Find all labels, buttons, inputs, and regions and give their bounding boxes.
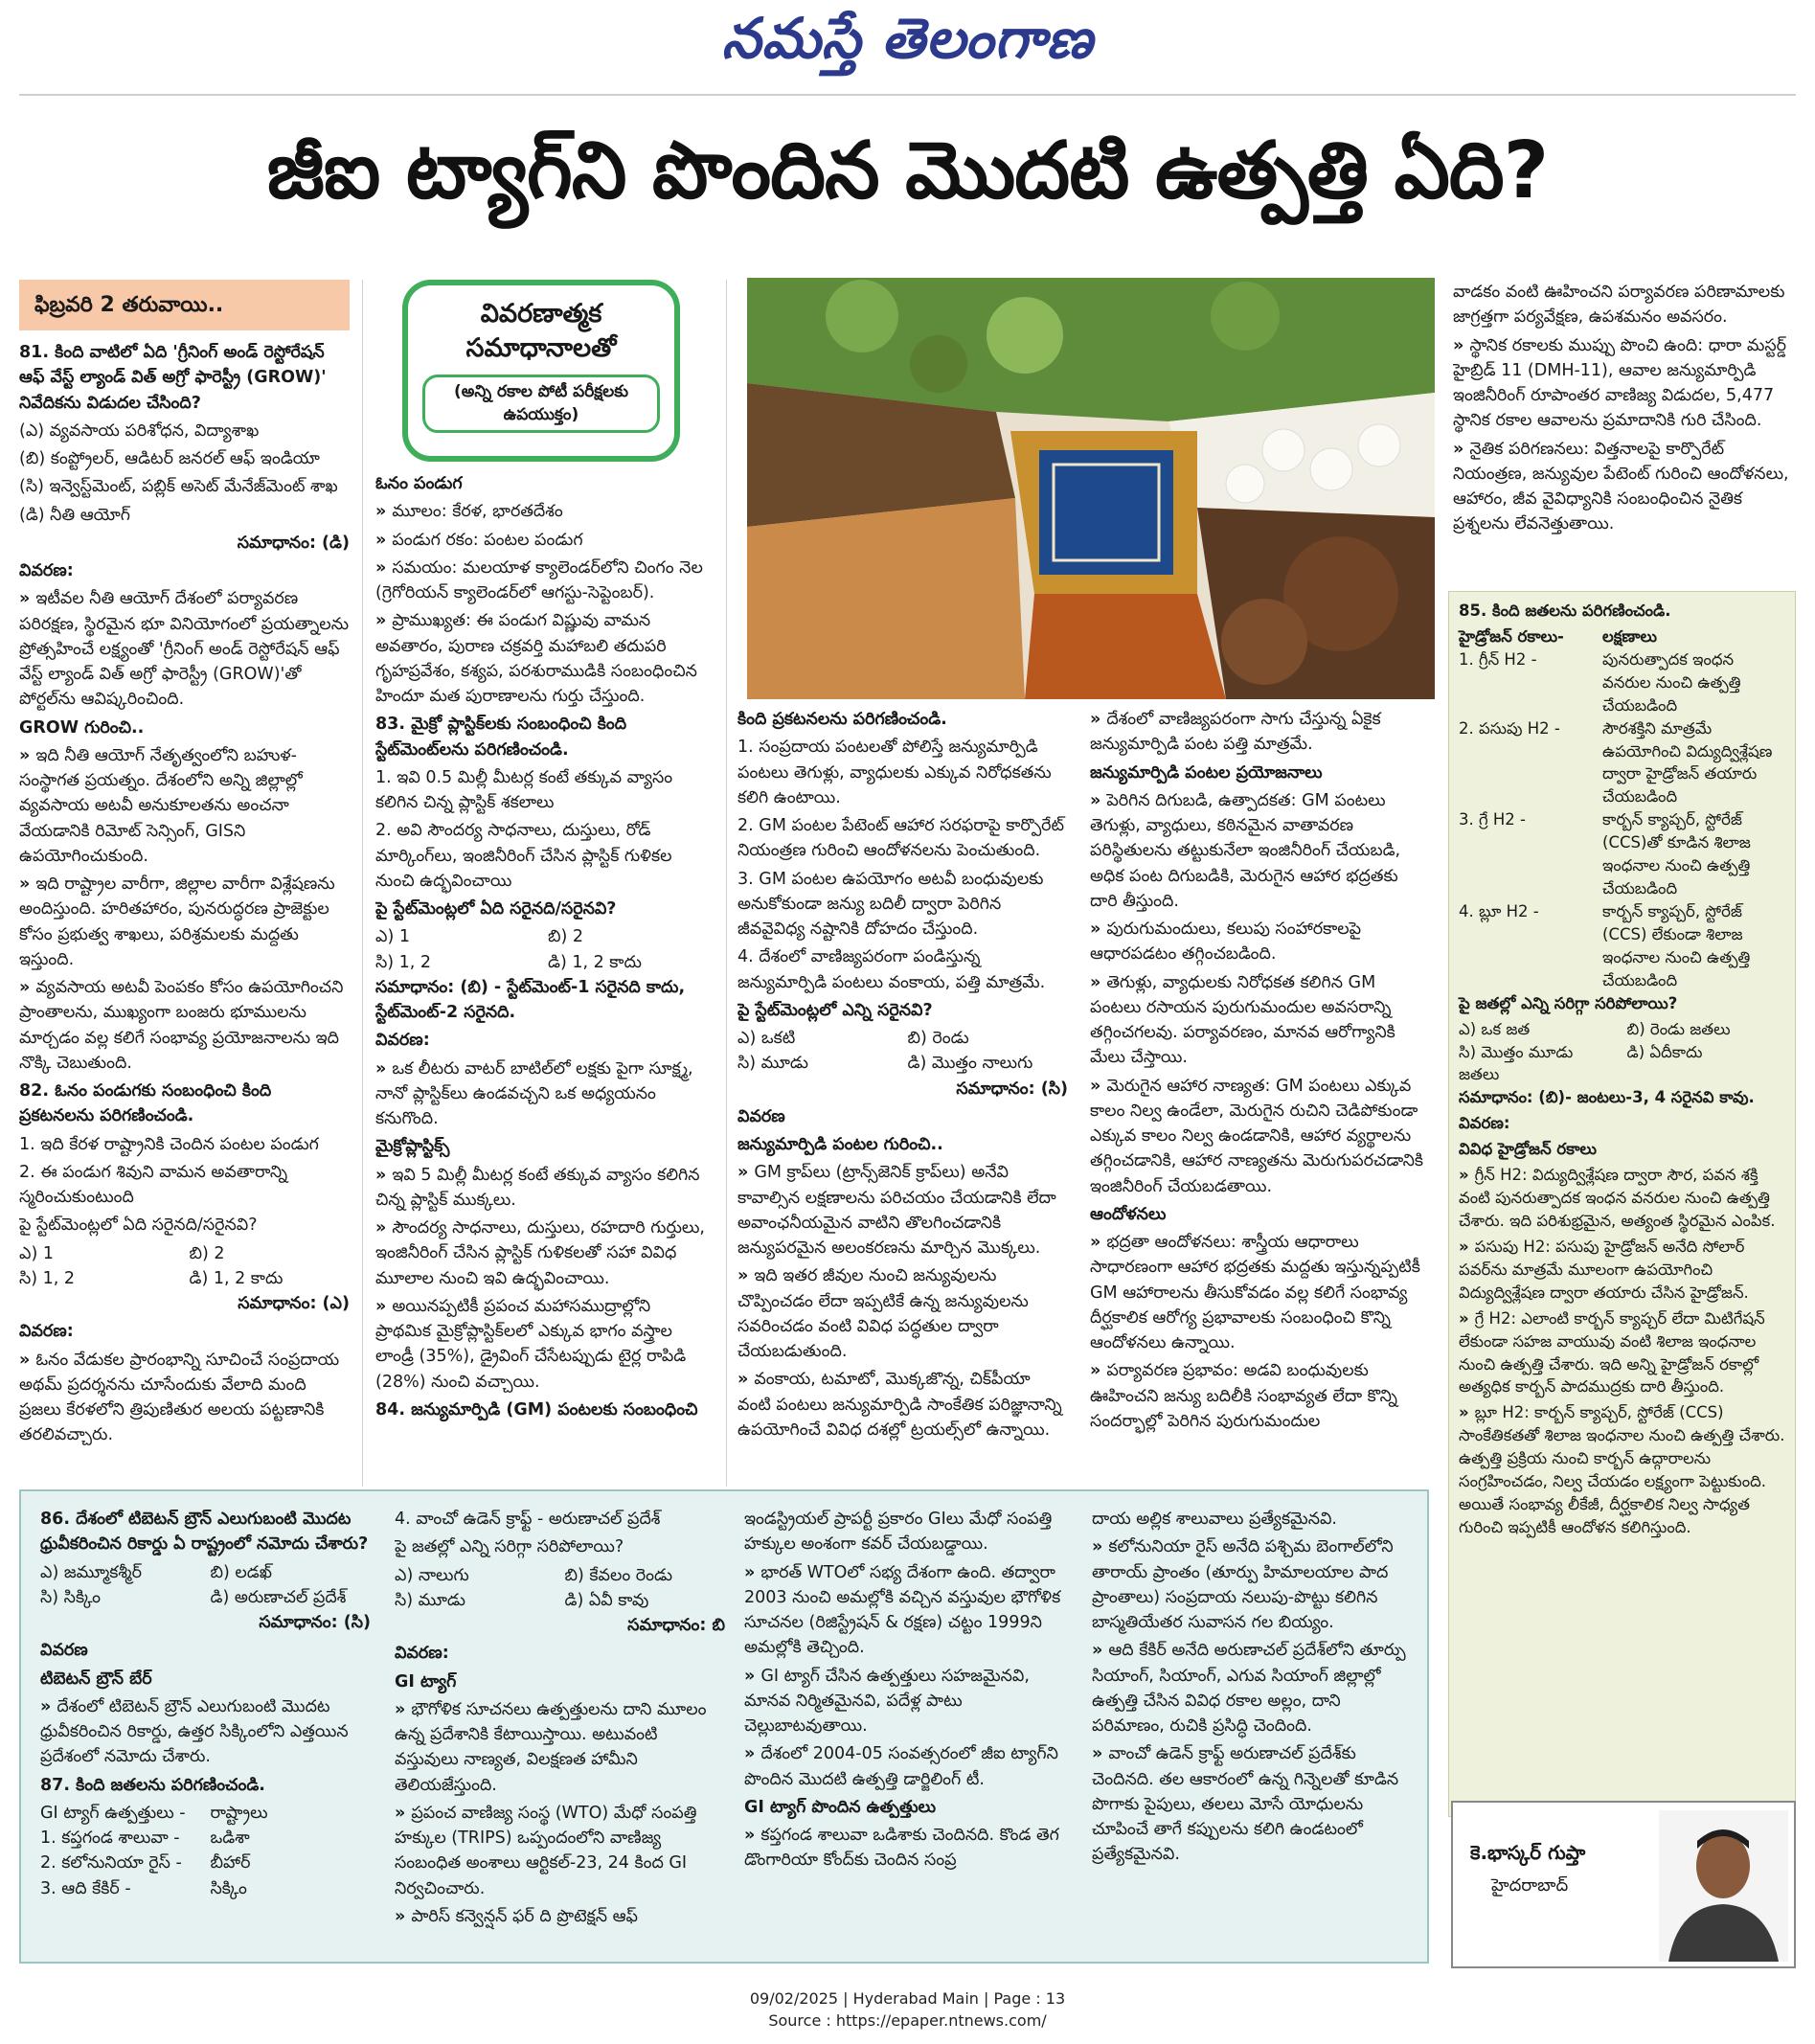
collage-image <box>747 278 1435 699</box>
continued-text: వాడకం వంటి ఊహించని పర్యావరణ పరిణామాలకు జాగ్రత్తగా పర్యవేక్షణ, ఉపశమనం అవసరం. <box>1453 283 1785 328</box>
subheading: మైక్రోప్లాస్టిక్స్ <box>375 1137 450 1157</box>
tribal-painting-photo <box>1039 450 1173 575</box>
answer: సమాధానం: (సి) <box>956 1079 1068 1099</box>
bottom-column-3 <box>744 1507 1075 1957</box>
statement: 1. ఇవి 0.5 మిల్లీ మీటర్ల కంటే తక్కువ వ్యాసం కలిగిన చిన్న ప్లాస్టిక్ శకలాలు <box>375 767 673 812</box>
option-d: డి) 1, 2 కాదు <box>189 1268 284 1288</box>
explanation-bullet: » ఇది నీతి ఆయోగ్ నేతృత్వంలోని బహుళ-సంస్థాగత ప్రయత్నం. దేశంలోని అన్ని జిల్లాల్లో వ్యవసాయ అటవీ అనుకూలతను అంచనా వేయడానికి రిమోట్ సెన్సింగ్, GISని ఉపయోగించుకుంది. <box>19 745 303 866</box>
bullet-arrow-icon: » <box>395 1699 406 1719</box>
answer: సమాధానం: (ఎ) <box>238 1294 350 1313</box>
pair-left: 1. గ్రీన్ H2 - <box>1459 649 1537 669</box>
question-85-box <box>1448 591 1796 1817</box>
statement: 1. ఇది కేరళ రాష్ట్రానికి చెందిన పంటల పండుగ <box>19 1134 319 1154</box>
badge-line-1: వివరణాత్మక <box>480 299 602 329</box>
question-prompt: పై స్టేట్‌మెంట్లలో ఏది సరైనది/సరైనవి? <box>19 1215 258 1236</box>
explanation-bullet: » ఒక లీటరు వాటర్ బాటిల్‌లో లక్షకు పైగా సూక్ష్మ, నానో ప్లాస్టిక్‌లు ఉండవచ్చని ఒక అధ్యయనం కనుగొంది. <box>375 1058 693 1128</box>
pair-right: బీహార్ <box>210 1853 251 1874</box>
option-c: సి) 1, 2 <box>19 1268 76 1288</box>
option-b: బి) కేవలం రెండు <box>564 1565 673 1585</box>
masthead-divider <box>19 94 1796 96</box>
explanation-bullet: » వంకాయ, టమాటో, మొక్కజొన్న, చిక్‌పీయా వంటి పంటలు జన్యుమార్పిడి సాంకేతిక పరిజ్ఞానాన్ని ఉపయోగించే వివిధ దశల్లో ట్రయల్స్‌లో ఉన్నాయి. <box>737 1370 1062 1440</box>
pairs-table <box>1459 625 1785 992</box>
subheading: ఆందోళనలు <box>1090 1204 1167 1224</box>
bullet-arrow-icon: » <box>19 745 31 765</box>
gi-products-collage <box>747 278 1435 699</box>
bullet-arrow-icon: » <box>395 1803 406 1823</box>
bullet-arrow-icon: » <box>1090 1233 1101 1252</box>
bullet-arrow-icon: » <box>744 1562 756 1582</box>
masthead-logo: నమస్తే తెలంగాణ <box>721 6 1094 71</box>
option-c: సి) సిక్కిం <box>40 1587 101 1607</box>
bullet-arrow-icon: » <box>737 1266 749 1286</box>
option-b: బి) రెండు జతలు <box>1626 1019 1731 1038</box>
option-c: సి) మొత్తం మూడు జతలు <box>1459 1042 1574 1084</box>
bullet-arrow-icon: » <box>1453 335 1464 355</box>
explanation-bullet: » భద్రతా ఆందోళనలు: శాస్త్రీయ ఆధారాలు సాధారణంగా ఆహార భద్రతకు మద్దతు ఇస్తున్నప్పటికీ GM ఆహారాలను తీసుకోవడం వల్ల కలిగే సంభావ్య దీర్ఘకాలిక ఆరోగ్య ప్రభావాలకు సంబంధించి కొన్ని ఆందోళనలు ఉన్నాయి. <box>1090 1233 1420 1352</box>
statement: 2. అవి సౌందర్య సాధనాలు, దుస్తులు, రోడ్ మార్కింగ్‌లు, ఇంజినీరింగ్ చేసిన ప్లాస్టిక్ గుళికల నుంచి ఉద్భవించాయి <box>375 821 672 891</box>
curry-photo <box>1025 594 1226 699</box>
continued-text: దాయ అల్లిక శాలువాలు ప్రత్యేకమైనవి. <box>1092 1510 1337 1529</box>
question-prompt: పై స్టేట్‌మెంట్లలో ఎన్ని సరైనవి? <box>737 1000 933 1020</box>
footer-source-link[interactable]: Source : https://epaper.ntnews.com/ <box>768 2011 1047 2031</box>
bullet-arrow-icon: » <box>375 611 387 631</box>
explanation-heading: వివరణ <box>737 1106 785 1126</box>
pair-right: పునరుత్పాదక ఇంధన వనరుల నుంచి ఉత్పత్తి చేయబడింది <box>1602 649 1741 715</box>
pair-left: 2. పసుపు H2 - <box>1459 718 1560 738</box>
question-prompt: పై జతల్లో ఎన్ని సరిగ్గా సరిపోలాయి? <box>395 1537 624 1557</box>
explanation-heading: వివరణ: <box>375 1031 430 1051</box>
bottom-column-1 <box>40 1507 371 1957</box>
explanation-bullet: » కప్తగండ శాలువా ఒడిశాకు చెందినది. కొండ తెగ డొంగారియా కోంద్‌కు చెందిన సంప్ర <box>744 1826 1059 1871</box>
footer-date-page: 09/02/2025 | Hyderabad Main | Page : 13 <box>749 1989 1066 2008</box>
info-item: » పండుగ రకం: పంటల పండుగ <box>375 530 583 550</box>
statement: 3. GM పంటల ఉపయోగం అటవీ బంధువులకు అనుకోకుండా జన్యు బదిలీ ద్వారా పెరిగిన జీవవైవిధ్య నష్టానికి దోహదం చేస్తుంది. <box>737 869 1044 939</box>
explanation-bullet: » నైతిక పరిగణనలు: విత్తనాలపై కార్పొరేట్ నియంత్రణ, జన్యువుల పేటెంట్ గురించి ఆందోళనలు, ఆహారం, జీవ వైవిధ్యానికి సంబంధించిన నైతిక ప్రశ్నలను లేవనెత్తుతాయి. <box>1453 439 1789 534</box>
bullet-arrow-icon: » <box>375 1058 387 1079</box>
pair-left: 2. కలోనునియా రైస్ - <box>40 1853 182 1874</box>
option-a: ఎ) ఒక జత <box>1459 1019 1531 1038</box>
option-a: (ఎ) వ్యవసాయ పరిశోధన, విద్యాశాఖ <box>19 420 260 441</box>
explanation-bullet: » దేశంలో టిబెటన్ బ్రౌన్ ఎలుగుబంటి మొదట ధ్రువీకరించిన రికార్డు, ఉత్తర సిక్కింలోని ఎత్తయిన ప్రదేశంలో నమోదు చేశారు. <box>40 1696 349 1767</box>
author-location: హైదరాబాద్ <box>1491 1875 1569 1896</box>
pair-left: 4. బ్లూ H2 - <box>1459 901 1539 920</box>
explanation-bullet: » ప్రపంచ వాణిజ్య సంస్థ (WTO) మేధో సంపత్తి హక్కుల (TRIPS) ఒప్పందంలోని వాణిజ్య సంబంధిత అంశాలు ఆర్టికల్-23, 24 కింద GI నిర్వచించారు. <box>395 1803 697 1898</box>
bullet-arrow-icon: » <box>1459 1308 1469 1328</box>
pair-right: సౌరశక్తిని మాత్రమే ఉపయోగించి విద్యుద్విశ్లేషణ ద్వారా హైడ్రోజన్ తయారు చేయబడింది <box>1602 718 1773 806</box>
bottom-questions-box <box>19 1489 1429 1964</box>
explanation-bullet: » పెరిగిన దిగుబడి, ఉత్పాదకత: GM పంటలు తెగుళ్లు, వ్యాధులు, కఠినమైన వాతావరణ పరిస్థితులను తట్టుకునేలా ఇంజినీరింగ్ చేయబడి, అధిక పంట దిగుబడికి, మెరుగైన ఆహార భద్రతకు దారి తీస్తుంది. <box>1090 790 1401 911</box>
pair-right: సిక్కిం <box>210 1878 247 1898</box>
bullet-arrow-icon: » <box>395 1906 406 1926</box>
options-grid <box>19 1241 350 1292</box>
bottom-column-4 <box>1092 1507 1418 1957</box>
bullet-arrow-icon: » <box>737 1370 749 1390</box>
options-grid <box>375 924 711 975</box>
option-a: ఎ) 1 <box>375 927 410 947</box>
table-header: హైడ్రోజన్ రకాలు- <box>1459 626 1564 646</box>
pair-left: 1. కప్తగండ శాలువా - <box>40 1828 180 1848</box>
bullet-arrow-icon: » <box>19 978 31 997</box>
statement: 1. సంప్రదాయ పంటలతో పోలిస్తే జన్యుమార్పిడి పంటలు తెగుళ్లు, వ్యాధులకు ఎక్కువ నిరోధకతను కలిగి ఉంటాయి. <box>737 738 1052 807</box>
explanation-bullet: » స్థానిక రకాలకు ముప్పు పొంచి ఉంది: ధారా మస్టర్డ్ హైబ్రిడ్ 11 (DMH-11), ఆవాల జన్యుమార్పిడి ఇంజినీరింగ్ రూపాంతర వాణిజ్య విడుదల, 5,477 స్థానిక రకాల ఆవాలను ప్రమాదానికి గురి చేసింది. <box>1453 335 1787 431</box>
badge-subtitle: (అన్ని రకాల పోటీ పరీక్షలకు ఉపయుక్తం) <box>422 375 660 434</box>
option-b: బి) 2 <box>548 927 584 947</box>
answer: సమాధానం: (సి) <box>259 1613 371 1632</box>
explanation-bullet: » ఇది ఇతర జీవుల నుంచి జన్యువులను చొప్పించడం లేదా ఇప్పటికే ఉన్న జన్యువులను సవరించడం వంటి వివిధ పద్ధతుల ద్వారా చేయబడుతుంది. <box>737 1266 1029 1361</box>
pair-right: కార్బన్ క్యాప్చర్, స్టోరేజ్ (CCS)తో కూడిన శిలాజ ఇంధనాల నుంచి ఉత్పత్తి చేయబడింది <box>1602 810 1751 898</box>
explanation-bullet: » ఓనం వేడుకల ప్రారంభాన్ని సూచించే సంప్రదాయ అథమ్ ప్రదర్శనను చూసేందుకు వేలాది మంది ప్రజలు కేరళలోని త్రిపుణితుర అలయ పట్టణానికి తరలివచ్చారు. <box>19 1350 340 1445</box>
bullet-arrow-icon: » <box>19 589 31 609</box>
bullet-arrow-icon: » <box>375 502 387 522</box>
bullet-arrow-icon: » <box>1092 1537 1103 1557</box>
table-header: లక్షణాలు <box>1602 626 1657 646</box>
bullet-arrow-icon: » <box>1090 1076 1101 1096</box>
explanation-bullet: » కలోనునియా రైస్ అనేది పశ్చిమ బెంగాల్‌లోని తారాయ్ ప్రాంతం (తూర్పు హిమాలయాల పాద ప్రాంతాలు) సంప్రదాయ నలుపు-పొట్టు కలిగిన బాస్మతియేతర సువాసన గల బియ్యం. <box>1092 1537 1394 1632</box>
page-footer <box>0 1987 1815 2032</box>
explanation-bullet: » ఇటీవల నీతి ఆయోగ్ దేశంలో పర్యావరణ పరిరక్షణ, స్థిరమైన భూ వినియోగంలో ప్రయత్నాలను ప్రోత్సహించే లక్ష్యంతో 'గ్రీనింగ్ అండ్ రెస్టోరేషన్ ఆఫ్ వేస్ట్ ల్యాండ్ విత్ అగ్రో ఫారెస్ట్రీ (GROW)'తో పోర్టల్‌ను ఆవిష్కరించింది. <box>19 589 350 710</box>
answer: సమాధానం: (బి) - స్టేట్‌మెంట్-1 సరైనది కాదు, స్టేట్‌మెంట్-2 సరైనది. <box>375 977 686 1022</box>
explanation-heading: వివరణ: <box>1459 1114 1510 1133</box>
answer: సమాధానం: (బి)- జంటలు-3, 4 సరైనవి కావు. <box>1459 1088 1755 1107</box>
option-a: ఎ) 1 <box>19 1243 54 1263</box>
option-b: బి) రెండు <box>907 1029 969 1048</box>
explanation-bullet: » పారిస్ కన్వెన్షన్ ఫర్ ది ప్రొటెక్షన్ ఆఫ్ <box>395 1906 638 1926</box>
explanation-bullet: » ఇవి 5 మిల్లీ మీటర్ల కంటే తక్కువ వ్యాసం కలిగిన చిన్న ప్లాస్టిక్ ముక్కలు. <box>375 1165 700 1210</box>
bullet-arrow-icon: » <box>375 557 387 578</box>
column-4 <box>1090 707 1430 1488</box>
bullet-arrow-icon: » <box>1092 1744 1103 1764</box>
info-item: » మూలం: కేరళ, భారతదేశం <box>375 502 563 522</box>
option-c: (సి) ఇన్వెస్ట్‌మెంట్, పబ్లిక్ అసెట్ మేనేజ్‌మెంట్ శాఖ <box>19 477 338 497</box>
explanation-bullet: » గ్రే H2: ఎలాంటి కార్బన్ క్యాప్చర్ లేదా మిటిగేషన్ లేకుండా సహజ వాయువు వంటి శిలాజ ఇంధనాల నుంచి ఉత్పత్తి చేశారు. ఇది అన్ని హైడ్రోజన్ రకాల్లో అత్యధిక కార్బన్ పాదముద్రకు దారి తీస్తుంది. <box>1459 1308 1765 1397</box>
info-item: » ప్రాముఖ్యత: ఈ పండుగ విష్ణువు వామన అవతారం, పురాణ చక్రవర్తి మహాబలి తదుపరి గృహప్రవేశం, కశ్యప, పరశురాముడికి సంబంధించిన హిందూ మత పురాణాలను గుర్తు చేస్తుంది. <box>375 611 697 706</box>
bullet-arrow-icon: » <box>375 530 387 550</box>
explanation-heading: వివరణ: <box>19 561 74 580</box>
subheading: ఓనం పండుగ <box>375 474 463 493</box>
explanation-heading: వివరణ: <box>395 1644 449 1664</box>
bullet-arrow-icon: » <box>1092 1641 1103 1661</box>
subheading: GI ట్యాగ్ పొందిన ఉత్పత్తులు <box>744 1797 937 1817</box>
explanation-bullet: » గ్రీన్ H2: విద్యుద్విశ్లేషణ ద్వారా సౌర, పవన శక్తి వంటి పునరుత్పాదక ఇంధన వనరుల నుంచి ఉత్పత్తి చేశారు. ఇది పరిశుభ్రమైన, అత్యంత స్థిరమైన ఎంపిక. <box>1459 1166 1776 1230</box>
section-label: ఫిబ్రవరి 2 తరువాయి.. <box>19 280 350 330</box>
statement: 2. ఈ పండుగ శివుని వామన అవతారాన్ని స్మరించుకుంటుంది <box>19 1162 288 1207</box>
question-82: 82. ఓనం పండుగకు సంబంధించి కింది ప్రకటనలను పరిగణించండి. <box>19 1081 272 1126</box>
question-81: 81. కింది వాటిలో ఏది 'గ్రీనింగ్ అండ్ రెస్టోరేషన్ ఆఫ్ వేస్ట్ ల్యాండ్ విత్ అగ్రో ఫారెస్ట్రీ (GROW)' నివేదికను విడుదల చేసింది? <box>19 343 327 413</box>
explanation-bullet: » భారత్ WTOలో సభ్య దేశంగా ఉంది. తద్వారా 2003 నుంచి అమల్లోకి వచ్చిన వస్తువుల భౌగోళిక సూచనల (రిజిస్ట్రేషన్ & రక్షణ) చట్టం 1999ని అమల్లోకి తెచ్చింది. <box>744 1562 1061 1658</box>
pair-right: ఒడిశా <box>210 1828 250 1848</box>
explanation-bullet: » తెగుళ్లు, వ్యాధులకు నిరోధకత కలిగిన GM పంటలు రసాయన పురుగుమందుల అవసరాన్ని తగ్గించగలవు. పర్యావరణం, మానవ ఆరోగ్యానికి మేలు చేస్తాయి. <box>1090 972 1395 1068</box>
option-d: డి) 1, 2 కాదు <box>548 952 642 972</box>
pair-line: 4. వాంచో ఉడెన్ క్రాఫ్ట్ - అరుణాచల్ ప్రదేశ్ <box>395 1510 661 1529</box>
explanation-bullet: » GI ట్యాగ్ చేసిన ఉత్పత్తులు సహజమైనవి, మానవ నిర్మితమైనవి, పదేళ్ల పాటు చెల్లుబాటవుతాయి. <box>744 1666 1030 1736</box>
bullet-arrow-icon: » <box>375 1296 387 1316</box>
bullet-arrow-icon: » <box>1090 790 1101 810</box>
bullet-arrow-icon: » <box>1459 1166 1469 1185</box>
bullet-arrow-icon: » <box>1459 1237 1469 1256</box>
pairs-table <box>40 1801 371 1901</box>
explanation-bullet: » ఇది రాష్ట్రాల వారీగా, జిల్లాల వారీగా విశ్లేషణను అందిస్తుంది. హరితహారం, పునరుద్ధరణ ప్రాజెక్టుల కోసం ప్రభుత్వ శాఖలు, పరిశ్రమలకు మద్దతు ఇస్తుంది. <box>19 874 335 969</box>
subheading: వివిధ హైడ్రోజన్ రకాలు <box>1459 1140 1597 1159</box>
continued-text: ఇండస్ట్రియల్ ప్రాపర్టీ ప్రకారం GIలు మేధో సంపత్తి హక్కుల అంశంగా కవర్ చేయబడ్డాయి. <box>744 1510 1053 1555</box>
option-d: డి) మొత్తం నాలుగు <box>907 1054 1033 1074</box>
explanation-bullet: » దేశంలో వాణిజ్యపరంగా సాగు చేస్తున్న ఏకైక జన్యుమార్పిడి పంట పత్తి మాత్రమే. <box>1090 710 1381 755</box>
option-a: ఎ) ఒకటి <box>737 1029 796 1048</box>
badge-line-2: సమాధానాలతో <box>465 333 617 364</box>
bullet-arrow-icon: » <box>1453 439 1464 459</box>
option-b: బి) లడఖ్ <box>210 1562 272 1582</box>
explanation-bullet: » పసుపు H2: పసుపు హైడ్రోజన్ అనేది సోలార్ పవర్‌ను మాత్రమే మూలంగా ఉపయోగించి విద్యుద్విశ్లేషణ ద్వారా తయారు చేసిన హైడ్రోజన్. <box>1459 1237 1749 1302</box>
question-prompt: పై స్టేట్‌మెంట్లలో ఏది సరైనది/సరైనవి? <box>375 899 617 919</box>
bullet-arrow-icon: » <box>1090 972 1101 992</box>
explanation-bullet: » GM క్రాప్‌లు (ట్రాన్స్‌జెనిక్ క్రాప్‌లు) అనేవి కావాల్సిన లక్షణాలను పరిచయం చేయడానికి లేదా అవాంఛనీయమైన వాటిని తొలగించడానికి జన్యుపరమైన అలంకరణను మార్చిన మొక్కలు. <box>737 1163 1056 1258</box>
explanation-bullet: » అయినప్పటికీ ప్రపంచ మహాసముద్రాల్లోని ప్రాథమిక మైక్రోప్లాస్టిక్‌లలో ఎక్కువ భాగం వస్త్రాల లాండ్రీ (35%), డ్రైవింగ్ చేసేటప్పుడు టైర్ల రాపిడి (28%) నుంచి వచ్చాయి. <box>375 1296 687 1392</box>
table-header: GI ట్యాగ్ ఉత్పత్తులు - <box>40 1803 186 1823</box>
question-lead: కింది ప్రకటనలను పరిగణించండి. <box>737 710 947 729</box>
table-header: రాష్ట్రాలు <box>210 1803 268 1823</box>
explanation-bullet: » మెరుగైన ఆహార నాణ్యత: GM పంటలు ఎక్కువ కాలం నిల్వ ఉండేలా, మెరుగైన రుచిని చెడిపోకుండా ఎక్కువ కాలం నిల్వ ఉండడానికి, ఆహార వ్యర్థాలను తగ్గించడానికి, ఆహార నాణ్యతను మెరుగుపరచడానికి ఇంజినీరింగ్ చేయబడతాయి. <box>1090 1076 1424 1196</box>
bullet-arrow-icon: » <box>737 1163 749 1183</box>
column-2 <box>375 471 711 1488</box>
option-a: ఎ) జమ్మూకశ్మీర్ <box>40 1562 142 1582</box>
statement: 2. GM పంటల పేటెంట్ ఆహార సరఫరాపై కార్పొరేట్ నియంత్రణ గురించి ఆందోళనలను పెంచుతుంది. <box>737 816 1065 861</box>
column-1 <box>19 280 350 1487</box>
question-84: 84. జన్యుమార్పిడి (GM) పంటలకు సంబంధించి <box>375 1399 698 1419</box>
answer: సమాధానం: (డి) <box>237 533 350 553</box>
option-c: సి) 1, 2 <box>375 952 432 972</box>
option-d: డి) ఏవీ కావు <box>564 1590 649 1610</box>
bullet-arrow-icon: » <box>40 1696 52 1716</box>
options-grid <box>395 1563 725 1614</box>
option-d: డి) ఏదీకాదు <box>1626 1042 1703 1061</box>
options-grid <box>1459 1018 1785 1087</box>
option-b: బి) 2 <box>189 1243 225 1263</box>
explanation-bullet: » బ్లూ H2: కార్బన్ క్యాప్చర్, స్టోరేజ్ (CCS) సాంకేతికతతో శిలాజ ఇంధనాల నుంచి ఉత్పత్తి చేశారు. ఉత్పత్తి ప్రక్రియ నుంచి కార్బన్ ఉద్గారాలను సంగ్రహించడం, నిల్వ చేయడం లక్ష్యంగా పెట్టుకుంది. అయితే సంభావ్య లీకేజీ, దీర్ఘకాలిక నిల్వ సాధ్యత గురించి ఇప్పటికీ ఆందోళన కలిగిస్తుంది. <box>1459 1403 1785 1536</box>
question-86: 86. దేశంలో టిబెటన్ బ్రౌన్ ఎలుగుబంటి మొదట ధ్రువీకరించిన రికార్డు ఏ రాష్ట్రంలో నమోదు చేశారు? <box>40 1510 369 1555</box>
subheading: జన్యుమార్పిడి పంటల గురించి.. <box>737 1135 943 1154</box>
pair-left: 3. ఆది కేకిర్ - <box>40 1878 131 1898</box>
bullet-arrow-icon: » <box>19 1350 31 1370</box>
explanation-bullet: » సౌందర్య సాధనాలు, దుస్తులు, రహదారి గుర్తులు, ఇంజినీరింగ్ చేసిన ప్లాస్టిక్ గుళికలతో సహా వివిధ మూలాల నుంచి ఇవి ఉద్భవించాయి. <box>375 1218 705 1288</box>
author-photo <box>1659 1810 1788 1962</box>
explanation-bullet: » పర్యావరణ ప్రభావం: అడవి బంధువులకు ఊహించని జన్యు బదిలీకి సంభావ్యత లేదా కొన్ని సందర్భాల్లో పెరిగిన పురుగుమందుల <box>1090 1361 1397 1431</box>
option-b: (బి) కంప్ట్రోలర్, ఆడిటర్ జనరల్ ఆఫ్ ఇండియా <box>19 449 320 468</box>
bullet-arrow-icon: » <box>1090 920 1101 939</box>
subheading: టిబెటన్ బ్రౌన్ బేర్ <box>40 1669 152 1689</box>
bullet-arrow-icon: » <box>744 1666 756 1686</box>
question-87: 87. కింది జతలను పరిగణించండి. <box>40 1775 265 1795</box>
option-d: డి) అరుణాచల్ ప్రదేశ్ <box>210 1587 347 1607</box>
options-grid <box>737 1026 1068 1077</box>
pair-left: 3. గ్రే H2 - <box>1459 810 1526 829</box>
explanation-bullet: » దేశంలో 2004-05 సంవత్సరంలో జీఐ ట్యాగ్‌ని పొందిన మొదటి ఉత్పత్తి డార్జిలింగ్ టీ. <box>744 1744 1058 1789</box>
option-a: ఎ) నాలుగు <box>395 1565 469 1585</box>
bullet-arrow-icon: » <box>375 1165 387 1185</box>
statement: 4. దేశంలో వాణిజ్యపరంగా పండిస్తున్న జన్యుమార్పిడి పంటలు వంకాయ, పత్తి మాత్రమే. <box>737 947 1046 992</box>
explanation-heading: వివరణ <box>40 1641 88 1661</box>
shawl-photo <box>747 498 1025 699</box>
option-c: సి) మూడు <box>395 1590 465 1610</box>
subheading: GI ట్యాగ్ <box>395 1671 457 1692</box>
question-prompt: పై జతల్లో ఎన్ని సరిగ్గా సరిపోలాయి? <box>1459 993 1678 1012</box>
info-item: » సమయం: మలయాళ క్యాలెండర్‌లోని చింగం నెల (గ్రెగోరియన్ క్యాలెండర్‌లో ఆగస్టు-సెప్టెంబర్). <box>375 557 703 602</box>
column-3 <box>737 707 1068 1488</box>
option-d: (డి) నీతి ఆయోగ్ <box>19 505 130 525</box>
bullet-arrow-icon: » <box>1090 710 1101 729</box>
pair-right: కార్బన్ క్యాప్చర్, స్టోరేజ్ (CCS) లేకుండా శిలాజ ఇంధనాల నుంచి ఉత్పత్తి చేయబడింది <box>1602 901 1751 989</box>
bottom-column-2 <box>395 1507 725 1957</box>
author-box <box>1451 1801 1796 1968</box>
column-5 <box>1453 280 1796 586</box>
bullet-arrow-icon: » <box>744 1744 756 1764</box>
explanation-bullet: » ఆది కేకిర్ అనేది అరుణాచల్ ప్రదేశ్‌లోని తూర్పు సియాంగ్, సియాంగ్, ఎగువ సియాంగ్ జిల్లాల్లో ఉత్పత్తి చేసిన వివిధ రకాల అల్లం, దాని పరిమాణం, రుచికి ప్రసిద్ధి చెందింది. <box>1092 1641 1406 1736</box>
bullet-arrow-icon: » <box>744 1826 756 1845</box>
bullet-arrow-icon: » <box>375 1218 387 1238</box>
explanation-bullet: » భౌగోళిక సూచనలు ఉత్పత్తులను దాని మూలం ఉన్న ప్రదేశానికి కేటాయిస్తాయి. అటువంటి వస్తువులు నాణ్యత, విలక్షణత హామీని తెలియజేస్తుంది. <box>395 1699 707 1795</box>
explanation-bullet: » వాంచో ఉడెన్ క్రాఫ్ట్ అరుణాచల్ ప్రదేశ్‌కు చెందినది. తల ఆకారంలో ఉన్న గిన్నెలతో కూడిన పొగాకు పైపులు, తలలు మోసే యోధులను చూపించే తాగే కప్పులను కలిగి ఉండటంలో ప్రత్యేకమైనవి. <box>1092 1744 1399 1865</box>
answer: సమాధానం: బి <box>627 1616 725 1635</box>
bullet-arrow-icon: » <box>1459 1403 1469 1422</box>
bullet-arrow-icon: » <box>19 874 31 894</box>
headline: జీఐ ట్యాగ్‌ని పొందిన మొదటి ఉత్పత్తి ఏది? <box>266 125 1549 216</box>
question-83: 83. మైక్రో ప్లాస్టిక్‌లకు సంబంధించి కింది స్టేట్‌మెంట్‌లను పరిగణించండి. <box>375 715 627 760</box>
options-grid <box>40 1560 371 1611</box>
column-divider <box>362 280 363 1487</box>
author-name: కె.భాస్కర్ గుప్తా <box>1470 1841 1586 1864</box>
subheading: జన్యుమార్పిడి పంటల ప్రయోజనాలు <box>1090 762 1323 783</box>
question-85: 85. కింది జతలను పరిగణించండి. <box>1459 602 1671 620</box>
bullet-arrow-icon: » <box>1090 1361 1101 1381</box>
explanation-bullet: » వ్యవసాయ అటవీ పెంపకం కోసం ఉపయోగించని ప్రాంతాలను, ముఖ్యంగా బంజరు భూములను మార్చడం వల్ల కలిగే సంభావ్య ప్రయోజనాలను ఇది నొక్కి చెబుతుంది. <box>19 978 344 1073</box>
explanation-bullet: » పురుగుమందులు, కలుపు సంహారకాలపై ఆధారపడటం తగ్గించబడింది. <box>1090 920 1362 965</box>
column-divider <box>726 280 727 1487</box>
explanatory-answers-badge <box>402 280 680 462</box>
explanation-heading: వివరణ: <box>19 1322 74 1342</box>
option-c: సి) మూడు <box>737 1054 808 1074</box>
subheading: GROW గురించి.. <box>19 717 145 738</box>
